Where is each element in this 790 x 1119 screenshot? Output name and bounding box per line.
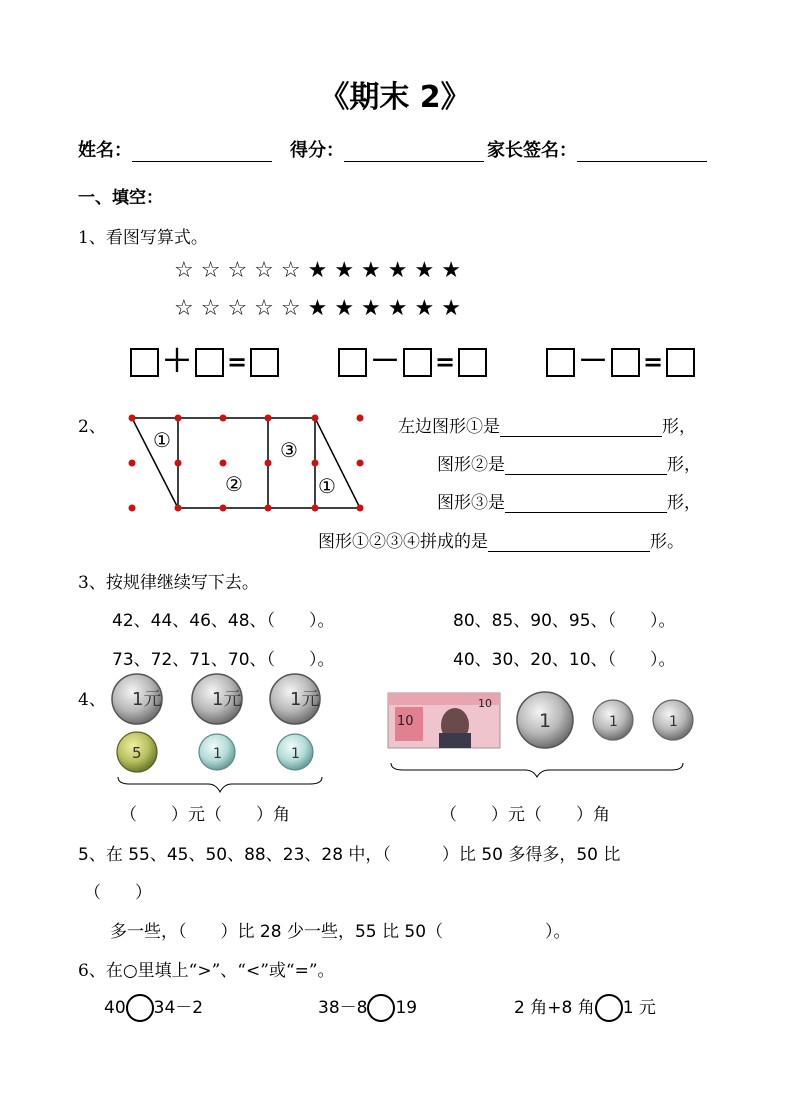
compare-2 xyxy=(318,993,417,1022)
q2-line-3-text: 图形③是 xyxy=(437,493,505,513)
equation-2 xyxy=(338,344,487,379)
svg-text:5: 5 xyxy=(132,744,142,762)
q2-line-3-suffix: 形， xyxy=(667,493,701,513)
q3-prompt: 3、按规律继续写下去。 xyxy=(78,573,259,593)
q2-line-4-text: 图形①②③④拼成的是 xyxy=(318,532,488,552)
minus-sign: － xyxy=(578,344,608,379)
shape-label-3: ③ xyxy=(280,438,298,462)
parent-field xyxy=(487,136,707,162)
q2-line-4 xyxy=(318,527,684,552)
q4-number: 4、 xyxy=(78,690,106,710)
svg-text:1: 1 xyxy=(609,714,618,730)
svg-text:1元: 1元 xyxy=(132,689,162,710)
svg-text:1: 1 xyxy=(669,714,678,730)
sequence-1: 42、44、46、48、（ ）。 xyxy=(112,611,335,631)
circle-blank[interactable] xyxy=(367,994,395,1022)
svg-text:10: 10 xyxy=(478,697,492,710)
compare-3-left: 2 角+8 角 xyxy=(514,998,595,1018)
answer-box[interactable] xyxy=(546,348,575,377)
answer-box[interactable] xyxy=(666,348,695,377)
compare-3-right: 1 元 xyxy=(622,998,656,1018)
q5-line-2: （ ） xyxy=(84,883,152,903)
q2-line-2-text: 图形②是 xyxy=(437,455,505,475)
right-brace xyxy=(391,763,683,777)
answer-box[interactable] xyxy=(338,348,367,377)
shape-blank-3[interactable] xyxy=(505,494,667,513)
circle-blank[interactable] xyxy=(595,994,623,1022)
plus-sign: ＋ xyxy=(162,344,192,379)
name-blank[interactable] xyxy=(132,143,272,162)
sequence-2: 80、85、90、95、（ ）。 xyxy=(453,611,676,631)
q2-line-1 xyxy=(398,412,696,437)
shape-blank-1[interactable] xyxy=(500,418,662,437)
one-jiao-coin-icon xyxy=(277,734,313,770)
score-label: 得分： xyxy=(290,140,344,161)
q5-line-1: 5、在 55、45、50、88、23、28 中，（ ）比 50 多得多，50 比 xyxy=(78,845,621,865)
answer-box[interactable] xyxy=(250,348,279,377)
minus-sign: － xyxy=(370,344,400,379)
coins-left xyxy=(110,672,330,797)
answer-box[interactable] xyxy=(130,348,159,377)
svg-text:1: 1 xyxy=(539,710,552,732)
one-yuan-coin-icon xyxy=(517,692,573,748)
q4-left-answer[interactable]: （ ）元（ ）角 xyxy=(120,805,290,825)
q6-prompt: 6、在○里填上“>”、“<”或“=”。 xyxy=(78,961,335,981)
q2-line-3 xyxy=(437,488,701,513)
q5-line-3: 多一些，（ ）比 28 少一些，55 比 50（ ）。 xyxy=(110,922,571,942)
one-jiao-coin-icon xyxy=(653,700,693,740)
answer-box[interactable] xyxy=(403,348,432,377)
svg-text:1元: 1元 xyxy=(290,689,320,710)
section-heading: 一、填空： xyxy=(78,188,163,208)
name-label: 姓名： xyxy=(78,140,132,161)
left-brace xyxy=(118,777,322,792)
shape-label-2: ② xyxy=(225,472,243,496)
shape-blank-4[interactable] xyxy=(488,533,650,552)
equation-3 xyxy=(546,344,695,379)
compare-3 xyxy=(514,993,656,1022)
one-jiao-coin-icon xyxy=(199,734,235,770)
q2-line-2 xyxy=(437,450,701,475)
answer-box[interactable] xyxy=(611,348,640,377)
q1-prompt: 1、看图写算式。 xyxy=(78,228,208,248)
money-right xyxy=(385,685,705,785)
answer-box[interactable] xyxy=(195,348,224,377)
one-yuan-coin-icon xyxy=(270,674,320,724)
page-title: 《期末 2》 xyxy=(319,80,471,115)
q2-line-4-suffix: 形。 xyxy=(650,532,684,552)
star-row-1: ☆☆☆☆☆★★★★★★ xyxy=(174,258,468,283)
one-yuan-coin-icon xyxy=(112,674,162,724)
equation-1 xyxy=(130,344,279,379)
one-jiao-coin-icon xyxy=(593,700,633,740)
q2-line-2-suffix: 形， xyxy=(667,455,701,475)
compare-2-right: 19 xyxy=(395,998,418,1018)
svg-text:10: 10 xyxy=(397,714,414,729)
svg-text:1: 1 xyxy=(291,746,300,762)
parent-label: 家长签名： xyxy=(487,140,577,161)
q2-number: 2、 xyxy=(78,417,106,437)
compare-1-right: 34－2 xyxy=(153,998,204,1018)
star-row-2: ☆☆☆☆☆★★★★★★ xyxy=(174,296,468,321)
q2-line-1-text: 左边图形①是 xyxy=(398,417,500,437)
shape-diagram xyxy=(120,405,370,520)
sequence-3: 73、72、71、70、（ ）。 xyxy=(112,650,335,670)
svg-text:1元: 1元 xyxy=(212,689,242,710)
equals-sign: = xyxy=(643,348,664,376)
shape-label-4: ① xyxy=(318,474,336,498)
circle-blank[interactable] xyxy=(126,994,154,1022)
compare-1 xyxy=(104,993,203,1022)
equals-sign: = xyxy=(435,348,456,376)
name-field xyxy=(78,136,272,162)
shape-blank-2[interactable] xyxy=(505,456,667,475)
parent-blank[interactable] xyxy=(577,143,707,162)
compare-2-left: 38－8 xyxy=(318,998,368,1018)
one-yuan-coin-icon xyxy=(192,674,242,724)
equals-sign: = xyxy=(227,348,248,376)
shape-label-1: ① xyxy=(153,428,171,452)
ten-yuan-banknote-icon xyxy=(388,693,500,748)
compare-1-left: 40 xyxy=(104,998,126,1018)
sequence-4: 40、30、20、10、（ ）。 xyxy=(453,650,676,670)
score-field xyxy=(290,136,484,162)
svg-text:1: 1 xyxy=(213,746,222,762)
answer-box[interactable] xyxy=(458,348,487,377)
q2-line-1-suffix: 形， xyxy=(662,417,696,437)
five-jiao-coin-icon xyxy=(117,732,157,772)
score-blank[interactable] xyxy=(344,143,484,162)
q4-right-answer[interactable]: （ ）元（ ）角 xyxy=(440,805,610,825)
